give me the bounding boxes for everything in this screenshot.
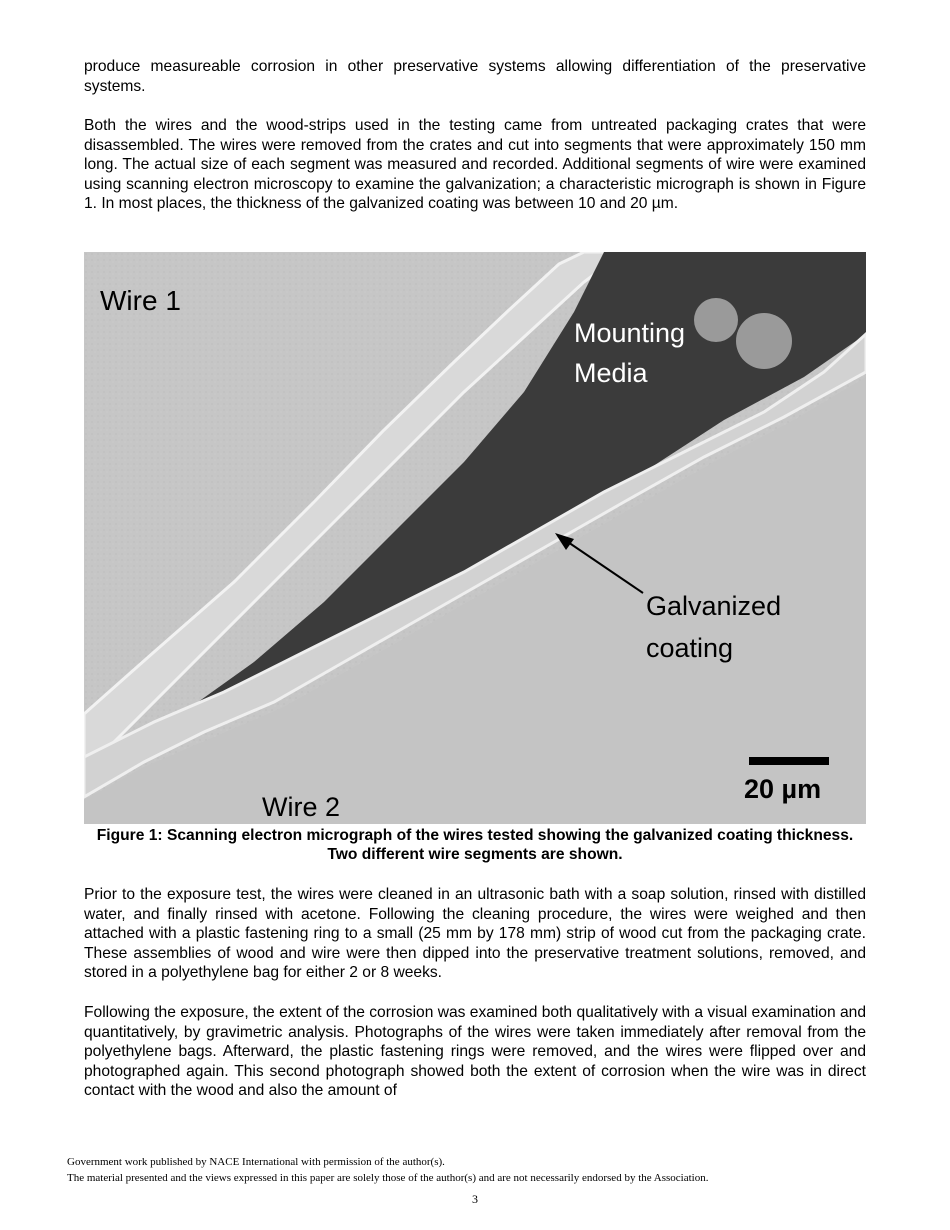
paragraph-intro-continued: produce measureable corrosion in other preservative systems allowing differentiation of the preservative systems. xyxy=(84,58,866,95)
figure-caption: Figure 1: Scanning electron micrograph of the wires tested showing the galvanized coating thickness. Two different wire segments are shown. xyxy=(96,827,854,863)
paragraph-materials: Both the wires and the wood-strips used in the testing came from untreated packaging crates that were disassembled. The wires were removed from the crates and cut into segments that were approximately 150 mm long. The actual size of each segment was measured and recorded. Additional segments of wire were examined using scanning electron microscopy to examine the galvanization; a characteristic micrograph is shown in Figure 1. In most places, the thickness of the galvanized coating was between 10 and 20 µm. xyxy=(84,117,866,212)
label-wire-1: Wire 1 xyxy=(100,285,181,316)
footer-line-2: The material presented and the views expressed in this paper are solely those of the author(s) and are not necessarily endorsed by the Association. xyxy=(67,1172,709,1184)
label-scale: 20 µm xyxy=(744,774,822,804)
label-coating: coating xyxy=(646,633,734,663)
page-number: 3 xyxy=(472,1192,478,1206)
paragraph-exposure: Following the exposure, the extent of the corrosion was examined both qualitatively with a visual examination and quantitatively, by gravimetric analysis. Photographs of the wires were taken immediately after removal from the polyethylene bags. Afterward, the plastic fastening rings were removed, and the wires were flipped over and photographed again. This second photograph showed both the extent of corrosion when the wire was in direct contact with the wood and also the amount of xyxy=(84,1004,866,1099)
label-galvanized: Galvanized xyxy=(646,591,782,621)
micrograph-image xyxy=(84,252,866,824)
paragraph-cleaning: Prior to the exposure test, the wires were cleaned in an ultrasonic bath with a soap solution, rinsed with distilled water, and finally rinsed with acetone. Following the cleaning procedure, the wires were weighed and then attached with a plastic fastening ring to a small (25 mm by 178 mm) strip of wood cut from the packaging crate. These assemblies of wood and wire were then dipped into the preservative treatment solutions, removed, and stored in a polyethylene bag for either 2 or 8 weeks. xyxy=(84,886,866,981)
particle-2 xyxy=(736,313,792,369)
particle-1 xyxy=(694,298,738,342)
label-media: Media xyxy=(574,358,648,388)
label-wire-2: Wire 2 xyxy=(262,792,341,822)
label-mounting: Mounting xyxy=(574,318,686,348)
footer-line-1: Government work published by NACE International with permission of the author(s). xyxy=(67,1156,445,1168)
scale-bar xyxy=(749,757,829,765)
sem-micrograph-figure xyxy=(84,252,866,824)
